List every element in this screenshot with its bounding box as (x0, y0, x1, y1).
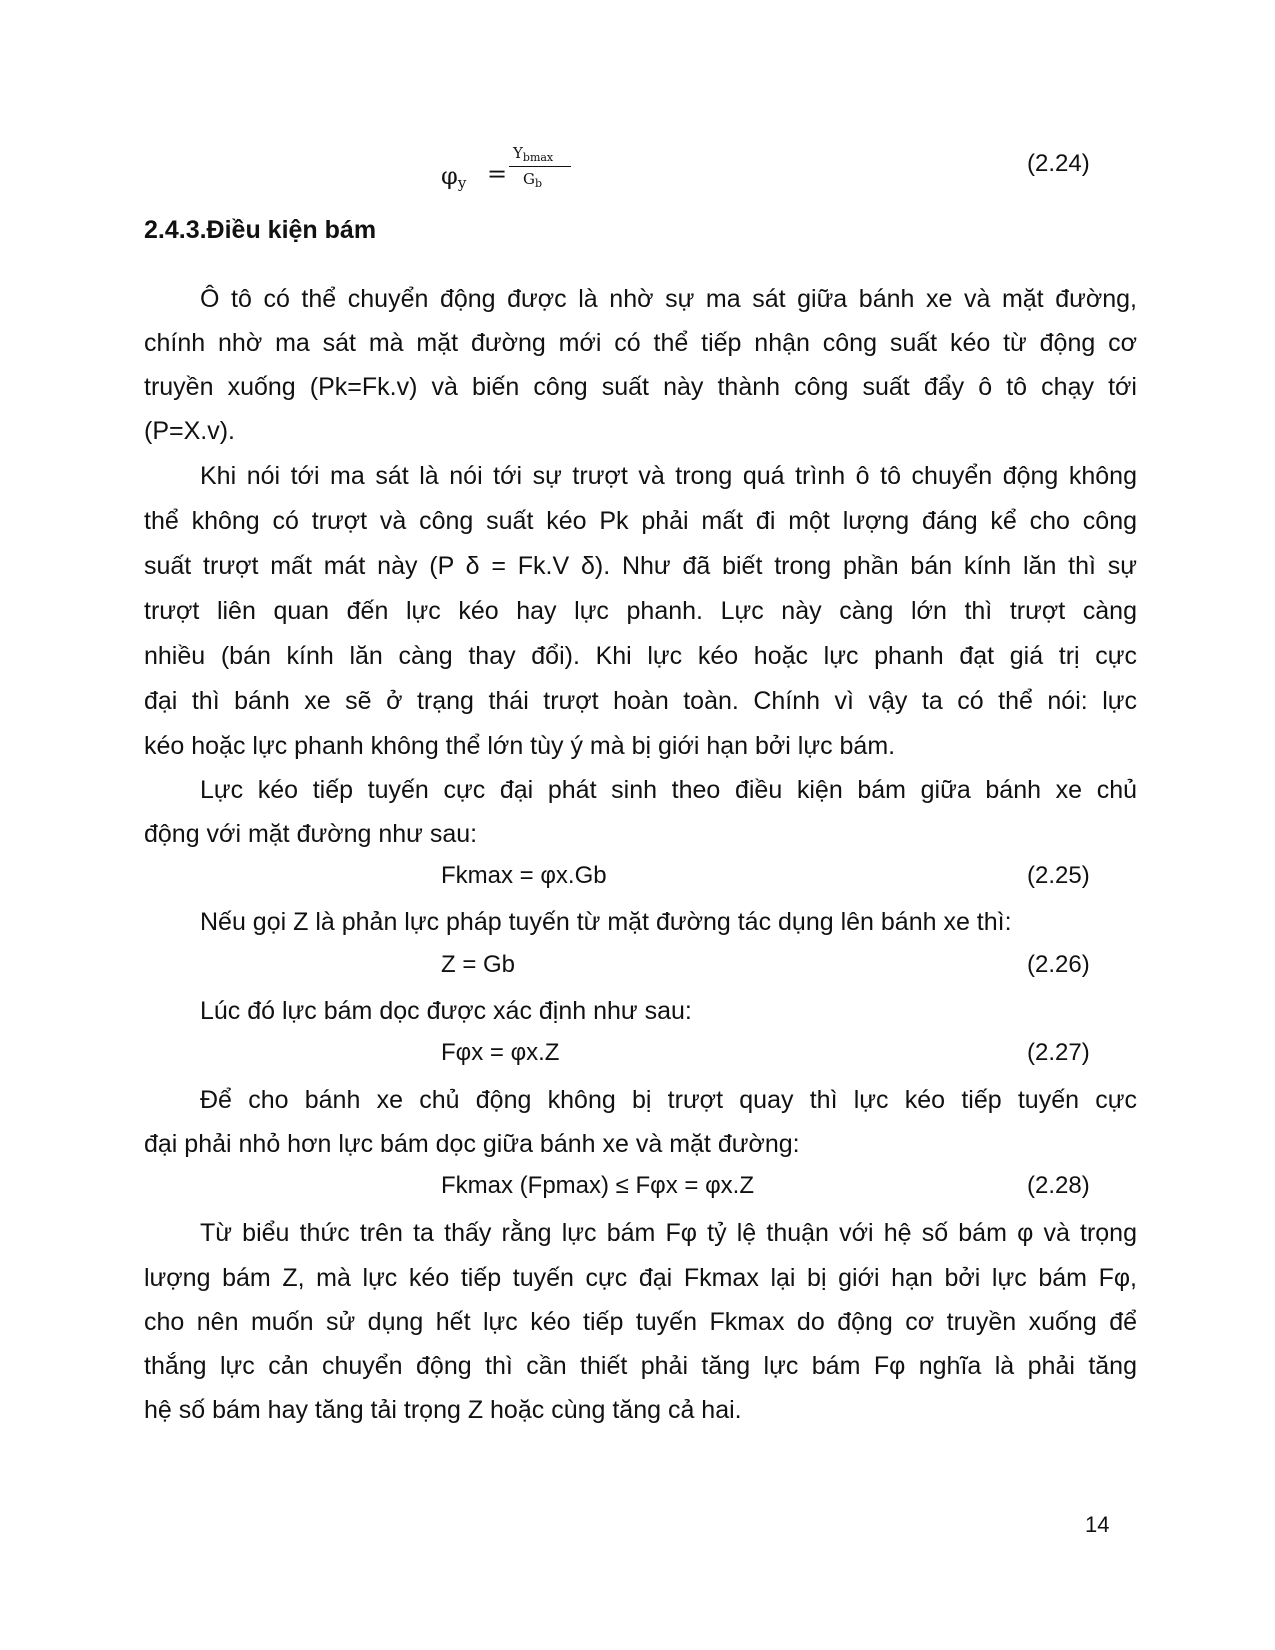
paragraph-line: Ô tô có thể chuyển động được là nhờ sự ma sát giữa bánh xe và mặt đường, (200, 285, 1137, 313)
eq-equals: = (487, 160, 508, 188)
equation-text: Fkmax = φx.Gb (441, 862, 607, 889)
equation-2-28 (0, 1172, 1275, 1212)
eq-phi: φ (441, 162, 458, 190)
paragraph-line: Khi nói tới ma sát là nói tới sự trượt và trong quá trình ô tô chuyển động không (200, 462, 1137, 490)
paragraph-line: cho nên muốn sử dụng hết lực kéo tiếp tuyến Fkmax do động cơ truyền xuống để (144, 1308, 1137, 1336)
equation-2-26 (0, 951, 1275, 991)
eq-den-main: G (523, 170, 535, 188)
paragraph-line: Nếu gọi Z là phản lực pháp tuyến từ mặt đường tác dụng lên bánh xe thì: (200, 908, 1012, 936)
eq-phi-sub: y (457, 174, 467, 192)
paragraph-line: Lúc đó lực bám dọc được xác định như sau: (200, 997, 692, 1025)
paragraph-line: hệ số bám hay tăng tải trọng Z hoặc cùng tăng cả hai. (144, 1396, 742, 1424)
paragraph-line: Lực kéo tiếp tuyến cực đại phát sinh theo điều kiện bám giữa bánh xe chủ (200, 776, 1137, 804)
paragraph-line: lượng bám Z, mà lực kéo tiếp tuyến cực đại Fkmax lại bị giới hạn bởi lực bám Fφ, (144, 1264, 1137, 1292)
equation-number: (2.27) (1027, 1039, 1090, 1066)
paragraph-line: kéo hoặc lực phanh không thể lớn tùy ý mà bị giới hạn bởi lực bám. (144, 732, 896, 760)
paragraph-line: suất trượt mất mát này (P δ = Fk.V δ). Như đã biết trong phần bán kính lăn thì sự (144, 552, 1137, 580)
equation-number: (2.26) (1027, 951, 1090, 978)
eq-num-main: Y (513, 144, 523, 162)
paragraph-line: nhiều (bán kính lăn càng thay đổi). Khi lực kéo hoặc lực phanh đạt giá trị cực (144, 642, 1137, 670)
equation-number: (2.28) (1027, 1172, 1090, 1199)
equation-2-25 (0, 862, 1275, 902)
eq-num-sub: bmax (522, 151, 554, 164)
paragraph-line: động với mặt đường như sau: (144, 820, 478, 848)
paragraph-line: Để cho bánh xe chủ động không bị trượt quay thì lực kéo tiếp tuyến cực (200, 1086, 1137, 1114)
paragraph-line: thể không có trượt và công suất kéo Pk phải mất đi một lượng đáng kể cho công (144, 507, 1137, 535)
eq-den-sub: b (534, 177, 543, 190)
paragraph-line: Từ biểu thức trên ta thấy rằng lực bám Fφ tỷ lệ thuận với hệ số bám φ và trọng (200, 1219, 1137, 1247)
paragraph-line: chính nhờ ma sát mà mặt đường mới có thể tiếp nhận công suất kéo từ động cơ (144, 329, 1137, 357)
paragraph-line: đại phải nhỏ hơn lực bám dọc giữa bánh xe và mặt đường: (144, 1130, 800, 1158)
equation-text: Fφx = φx.Z (441, 1039, 560, 1066)
equation-2-27 (0, 1039, 1275, 1079)
paragraph-line: trượt liên quan đến lực kéo hay lực phanh. Lực này càng lớn thì trượt càng (144, 597, 1137, 625)
paragraph-line: đại thì bánh xe sẽ ở trạng thái trượt hoàn toàn. Chính vì vậy ta có thể nói: lực (144, 687, 1137, 715)
equation-text: Z = Gb (441, 951, 516, 978)
paragraph-line: (P=X.v). (144, 417, 235, 445)
section-heading: 2.4.3.Điều kiện bám (144, 216, 377, 244)
equation-number-2-24: (2.24) (1027, 150, 1090, 177)
paragraph-line: thắng lực cản chuyển động thì cần thiết phải tăng lực bám Fφ nghĩa là phải tăng (144, 1352, 1137, 1380)
paragraph-line: truyền xuống (Pk=Fk.v) và biến công suất này thành công suất đẩy ô tô chạy tới (144, 373, 1137, 401)
page-number: 14 (1085, 1512, 1110, 1537)
equation-number: (2.25) (1027, 862, 1090, 889)
equation-text: Fkmax (Fpmax) ≤ Fφx = φx.Z (441, 1172, 754, 1199)
